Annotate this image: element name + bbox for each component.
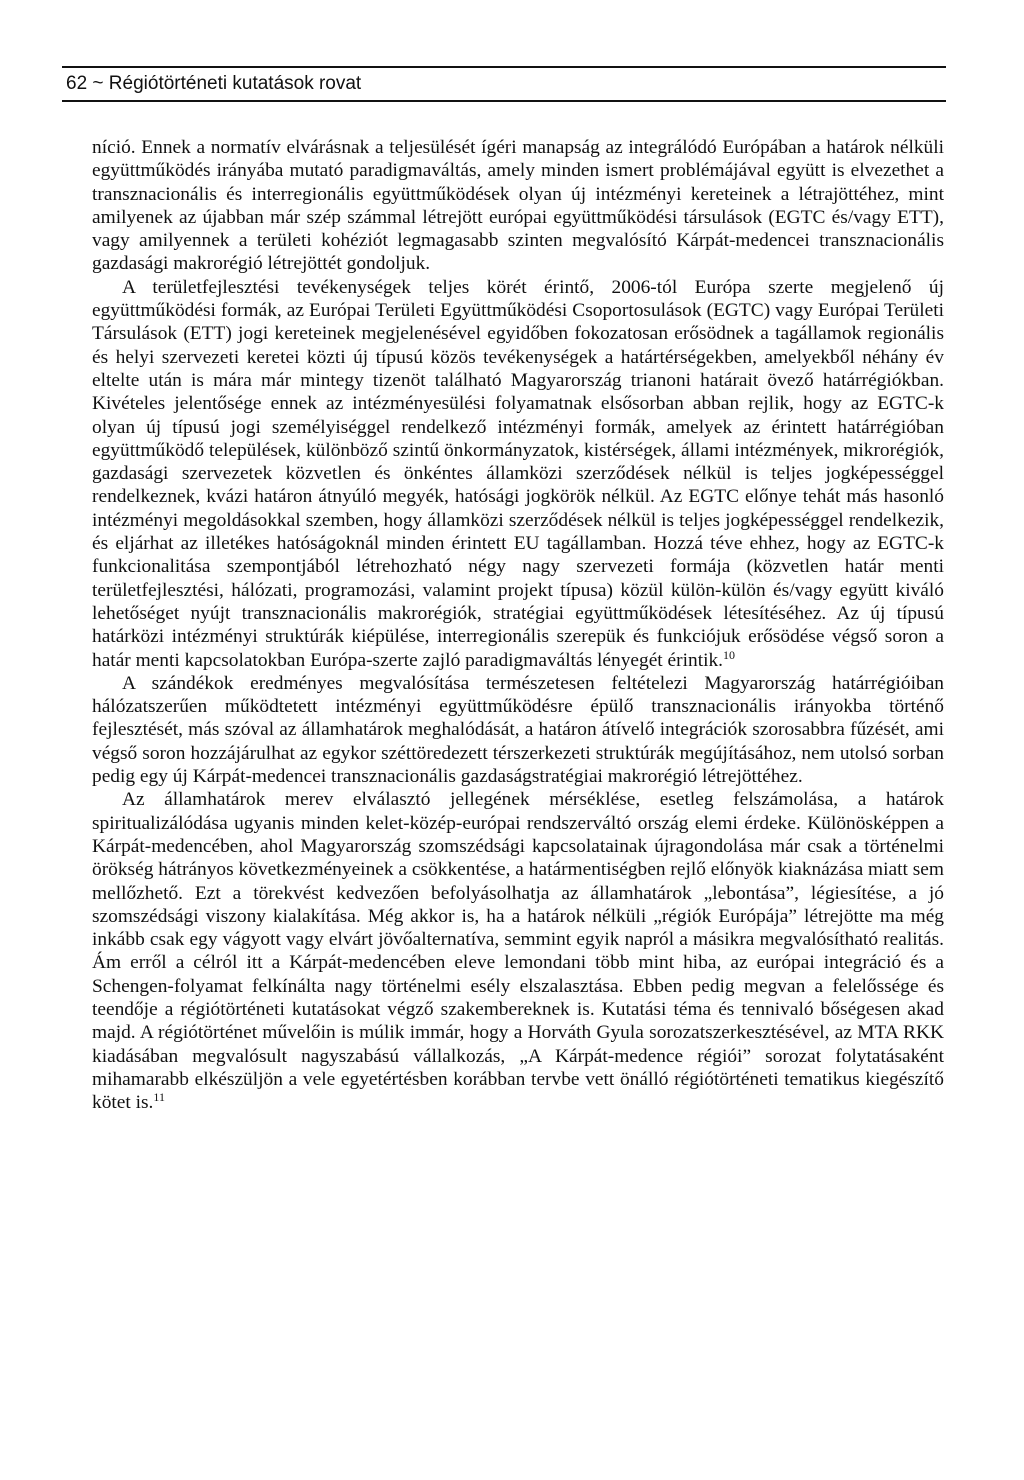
paragraph: Az államhatárok merev elválasztó jellegének mérséklése, esetleg felszámolása, a határok spiritualizálódása ugyanis minden kelet-közép-európai rendszerváltó ország elemi érdeke. Különösképpen a Kárpát-medencében, ahol Magyarország szomszédsági kapcsolatainak újragondolása már csak a történelmi örökség hátrányos következményeinek a csökkentése, a határmentiségben rejlő előnyök kiaknázása miatt sem mellőzhető. Ezt a törekvést kedvezően befolyásolhatja az államhatárok „lebontása”, légiesítése, a jó szomszédsági viszony kialakítása. Még akkor is, ha a határok nélküli „régiók Európája” létrejötte ma még inkább csak egy vágyott vagy elvárt jövőalternatíva, semmint egyik napról a másikra megvalósítható realitás. Ám erről a célról itt a Kárpát-medencében eleve lemondani több mint hiba, az európai integráció és a Schengen-folyamat felkínálta nagy történelmi esély elszalasztása. Ebben pedig megvan a felelőssége és teendője a régiótörténeti kutatásokat végző szakembereknek is. Kutatási téma és tennivaló bőségesen akad majd. A régiótörténet művelőin is múlik immár, hogy a Horváth Gyula sorozatszerkesztésével, az MTA RKK kiadásában megvalósult nagyszabású vállalkozás, „A Kárpát-medence régiói” sorozat folytatásaként mihamarabb elkészüljön a vele egyetértésben korábban tervbe vett önálló régiótörténeti tematikus kiegészítő kötet is.$^{11}$	[92, 789, 944, 1114]
footnote-marker: 11	[153, 1090, 165, 1105]
header-separator: ~	[87, 73, 109, 94]
footnote-marker: 10	[723, 647, 736, 662]
paragraph: níció. Ennek a normatív elvárásnak a teljesülését ígéri manapság az integrálódó Európában a határok nélküli együttműködés irányába mutató paradigmaváltás, amely minden ismert problémájával együtt is elvezethet a transznacionális és interregionális együttműködések olyan új intézményi kereteinek a létrajöttéhez, mint amilyenek az újabban már szép számmal létrejött európai együttműködési társulások (EGTC és/vagy ETT), vagy amilyennek a területi kohéziót legmagasabb szinten megvalósító Kárpát-medencei transznacionális gazdasági makrorégió létrejöttét gondoljuk.	[92, 137, 944, 275]
article-body	[92, 136, 944, 1114]
paragraph: A területfejlesztési tevékenységek teljes körét érintő, 2006-tól Európa szerte megjelenő új együttműködési formák, az Európai Területi Együttműködési Csoportosulások (EGTC) vagy Európai Területi Társulások (ETT) jogi kereteinek megjelenésével egyidőben fokozatosan erősödnek a tagállamok regionális és helyi szervezeti keretei közti új típusú közös tevékenységek a határtérségekben, amelyekből néhány év eltelte után is mára már mintegy tizenöt található Magyarország trianoni határait övező határrégiókban. Kivételes jelentősége ennek az intézményesülési folyamatnak elsősorban abban rejlik, hogy az EGTC-k olyan új típusú jogi személyiséggel rendelkező intézményi formák, amelyek az érintett határrégióban együttműködő települések, különböző szintű önkormányzatok, kistérségek, állami intézmények, mikrorégiók, gazdasági szervezetek közvetlen és önkéntes államközi szerződések nélkül is teljes jogképességgel rendelkeznek, kvázi határon átnyúló megyék, hatósági jogkörök nélkül. Az EGTC előnye tehát más hasonló intézményi megoldásokkal szemben, hogy államközi szerződések nélkül is teljes jogképességgel rendelkezik, és eljárhat az illetékes hatóságoknál minden érintett EU tagállamban. Hozzá téve ehhez, hogy az EGTC-k funkcionalitása szempontjából létrehozható négy nagy szervezeti formája (közvetlen határ menti területfejlesztési, hálózati, programozási, valamint projekt típusa) közül külön-külön és/vagy együtt kiváló lehetőséget nyújt transznacionális makrorégiók, stratégiai együttműködések létesítéséhez. Az új típusú határközi intézményi struktúrák kiépülése, interregionális szerepük és funkciójuk erősödése végső soron a határ menti kapcsolatokban Európa-szerte zajló paradigmaváltás lényegét érintik.$^{10}$	[92, 276, 944, 671]
page-number: 62	[66, 73, 88, 94]
running-header	[62, 66, 946, 102]
paragraph: A szándékok eredményes megvalósítása természetesen feltételezi Magyarország határrégióiban hálózatszerűen működtetett intézményi együttműködésre épülő transznacionális irányokba történő fejlesztését, más szóval az államhatárok meghalódását, a határon átívelő integrációk szorosabbra fűzését, ami végső soron hozzájárulhat az egykor széttöredezett térszerkezeti struktúrák megújításához, nem utolsó sorban pedig egy új Kárpát-medencei transznacionális gazdaságstratégiai makrorégió létrejöttéhez.	[92, 672, 944, 788]
section-title: Régiótörténeti kutatások rovat	[108, 73, 362, 94]
